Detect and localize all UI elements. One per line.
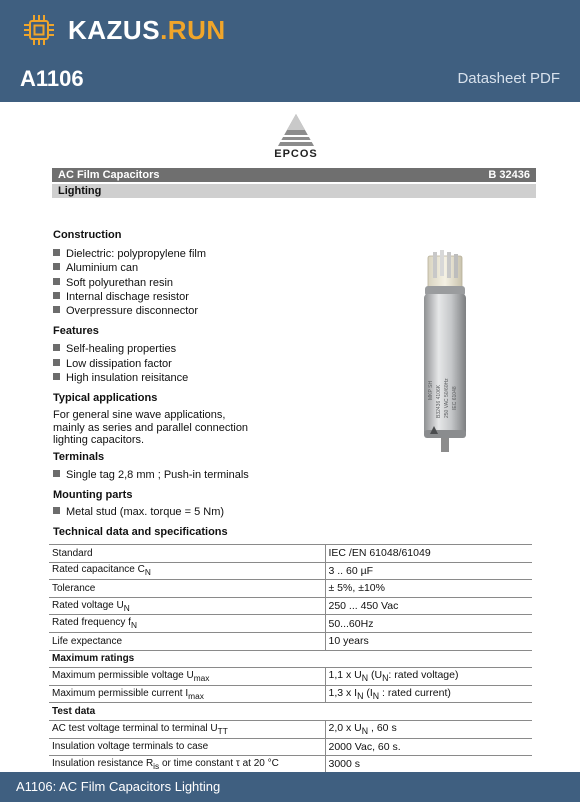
part-number: B 32436 — [488, 169, 530, 181]
spec-value-sub: N — [372, 691, 380, 702]
features-item — [53, 371, 188, 385]
bullet-icon — [53, 344, 60, 351]
spec-value: 10 years — [325, 632, 532, 650]
section-label: Maximum ratings — [49, 650, 532, 668]
bullet-icon — [53, 306, 60, 313]
spec-label — [49, 668, 325, 686]
capacitor-photo — [412, 250, 474, 460]
features-heading: Features — [53, 325, 99, 337]
spec-label-text: Life expectance — [52, 635, 123, 647]
page-footer: A1106: AC Film Capacitors Lighting — [0, 772, 580, 802]
construction-heading: Construction — [53, 229, 122, 241]
table-section-row — [49, 703, 532, 721]
mounting-item — [53, 505, 224, 519]
spec-value-sub: N — [361, 726, 369, 737]
terminals-item — [53, 468, 249, 482]
construction-item — [53, 261, 138, 275]
spec-value: 3 .. 60 µF — [325, 562, 532, 580]
construction-item-text: Overpressure disconnector — [66, 305, 199, 317]
mounting-heading: Mounting parts — [53, 489, 133, 501]
terminals-heading: Terminals — [53, 451, 105, 463]
spec-value-text: 2,0 x U — [328, 722, 362, 735]
svg-text:IEC 61048: IEC 61048 — [452, 386, 458, 410]
spec-value-tail: : rated voltage) — [388, 669, 459, 682]
construction-item — [53, 304, 198, 318]
spec-value: IEC /EN 61048/61049 — [325, 545, 532, 563]
chip-icon — [22, 13, 56, 47]
section-label: Test data — [49, 703, 532, 721]
spec-value-tail: (U — [368, 669, 383, 682]
subcategory-label: Lighting — [58, 185, 102, 197]
typical-applications-heading: Typical applications — [53, 392, 158, 404]
spec-value-text: 1,1 x U — [328, 669, 362, 682]
svg-text:B32436 4106K: B32436 4106K — [436, 384, 442, 418]
table-row — [49, 580, 532, 598]
document-title: A1106 — [20, 66, 84, 91]
typical-line: For general sine wave applications, — [53, 409, 226, 421]
spec-label — [49, 756, 325, 774]
bullet-icon — [53, 263, 60, 270]
subcategory-bar — [52, 184, 536, 198]
spec-label-text: Maximum permissible voltage U — [52, 669, 194, 681]
spec-value: 250 ... 450 Vac — [325, 597, 532, 615]
document-kind: Datasheet PDF — [457, 70, 560, 87]
construction-item-text: Internal dischage resistor — [66, 291, 189, 303]
bullet-icon — [53, 507, 60, 514]
bullet-icon — [53, 249, 60, 256]
spec-label — [49, 545, 325, 563]
logo-main: KAZUS — [68, 14, 161, 45]
spec-label — [49, 685, 325, 703]
features-item-text: Low dissipation factor — [66, 358, 172, 370]
spec-label-sub: max — [193, 672, 210, 683]
bullet-icon — [53, 359, 60, 366]
spec-value-text: 1,3 x I — [328, 687, 358, 699]
terminals-item-text: Single tag 2,8 mm ; Push-in terminals — [66, 469, 249, 481]
spec-label — [49, 632, 325, 650]
construction-item-text: Aluminium can — [66, 262, 139, 274]
site-header — [0, 0, 580, 102]
site-logo[interactable] — [22, 12, 226, 48]
spec-label-text: Insulation resistance R — [52, 757, 154, 769]
spec-label-sub: is — [153, 760, 160, 771]
table-row — [49, 685, 532, 703]
brand-name: EPCOS — [274, 148, 318, 160]
spec-value-tail: , 60 s — [368, 722, 397, 735]
bullet-icon — [53, 470, 60, 477]
construction-item — [53, 247, 206, 261]
spec-label-text: Rated capacitance C — [52, 564, 145, 576]
site-logo-text — [68, 15, 226, 46]
spec-label-tail: or time constant τ at 20 °C — [159, 757, 279, 769]
features-item — [53, 357, 172, 371]
spec-label-text: Rated voltage U — [52, 599, 124, 611]
spec-label-text: Tolerance — [52, 582, 96, 594]
spec-label-text: AC test voltage terminal to terminal U — [52, 722, 218, 734]
construction-item-text: Soft polyurethan resin — [66, 277, 174, 289]
spec-label-sub: N — [123, 602, 130, 613]
spec-value-tail: : rated current) — [379, 687, 451, 699]
table-row — [49, 756, 532, 774]
spec-value — [325, 685, 532, 703]
table-row — [49, 632, 532, 650]
typical-line: lighting capacitors. — [53, 434, 145, 446]
table-row — [49, 562, 532, 580]
features-item-text: High insulation reisitance — [66, 372, 189, 384]
bullet-icon — [53, 292, 60, 299]
construction-item-text: Dielectric: polypropylene film — [66, 248, 206, 260]
table-section-row — [49, 650, 532, 668]
spec-table — [49, 544, 532, 774]
spec-value: 3000 s — [325, 756, 532, 774]
spec-value-sub: N — [357, 691, 364, 702]
spec-label-text: Maximum permissible current I — [52, 687, 189, 699]
logo-run: .RUN — [160, 14, 226, 45]
spec-value: 50...60Hz — [325, 615, 532, 633]
spec-value-sub: N — [382, 673, 389, 684]
bullet-icon — [53, 278, 60, 285]
category-label: AC Film Capacitors — [58, 169, 160, 181]
spec-value-tail: (I — [363, 687, 373, 699]
table-row — [49, 597, 532, 615]
spec-value — [325, 720, 532, 738]
features-item — [53, 342, 176, 356]
spec-label-text: Insulation voltage terminals to case — [52, 741, 209, 753]
table-row — [49, 738, 532, 756]
spec-label-sub: TT — [217, 725, 228, 736]
spec-value: 2000 Vac, 60 s. — [325, 738, 532, 756]
spec-label-sub: max — [188, 690, 204, 701]
spec-value: ± 5%, ±10% — [325, 580, 532, 598]
spec-value — [325, 668, 532, 686]
table-row — [49, 720, 532, 738]
typical-line: mainly as series and parallel connection — [53, 421, 249, 434]
table-row — [49, 545, 532, 563]
epcos-logo-icon — [256, 112, 336, 148]
svg-text:250 VAC 50/60Hz: 250 VAC 50/60Hz — [444, 378, 450, 418]
features-item-text: Self-healing properties — [66, 343, 177, 355]
spec-label-text: Rated frequency f — [52, 617, 131, 629]
spec-label-sub: N — [130, 620, 137, 631]
spec-value-sub: N — [361, 673, 369, 684]
spec-label — [49, 597, 325, 615]
tech-heading: Technical data and specifications — [53, 526, 228, 538]
construction-item — [53, 290, 189, 304]
bullet-icon — [53, 373, 60, 380]
spec-label — [49, 562, 325, 580]
epcos-logo — [256, 112, 336, 162]
spec-label-sub: N — [144, 567, 151, 578]
construction-item — [53, 276, 173, 290]
table-row — [49, 668, 532, 686]
svg-text:MKP SH: MKP SH — [428, 380, 434, 400]
table-row — [49, 615, 532, 633]
spec-label — [49, 738, 325, 756]
category-bar — [52, 168, 536, 182]
spec-label — [49, 580, 325, 598]
spec-label-text: Standard — [52, 547, 93, 559]
typical-applications-text — [53, 409, 263, 447]
spec-label — [49, 720, 325, 738]
mounting-item-text: Metal stud (max. torque = 5 Nm) — [66, 506, 225, 518]
spec-label — [49, 615, 325, 633]
